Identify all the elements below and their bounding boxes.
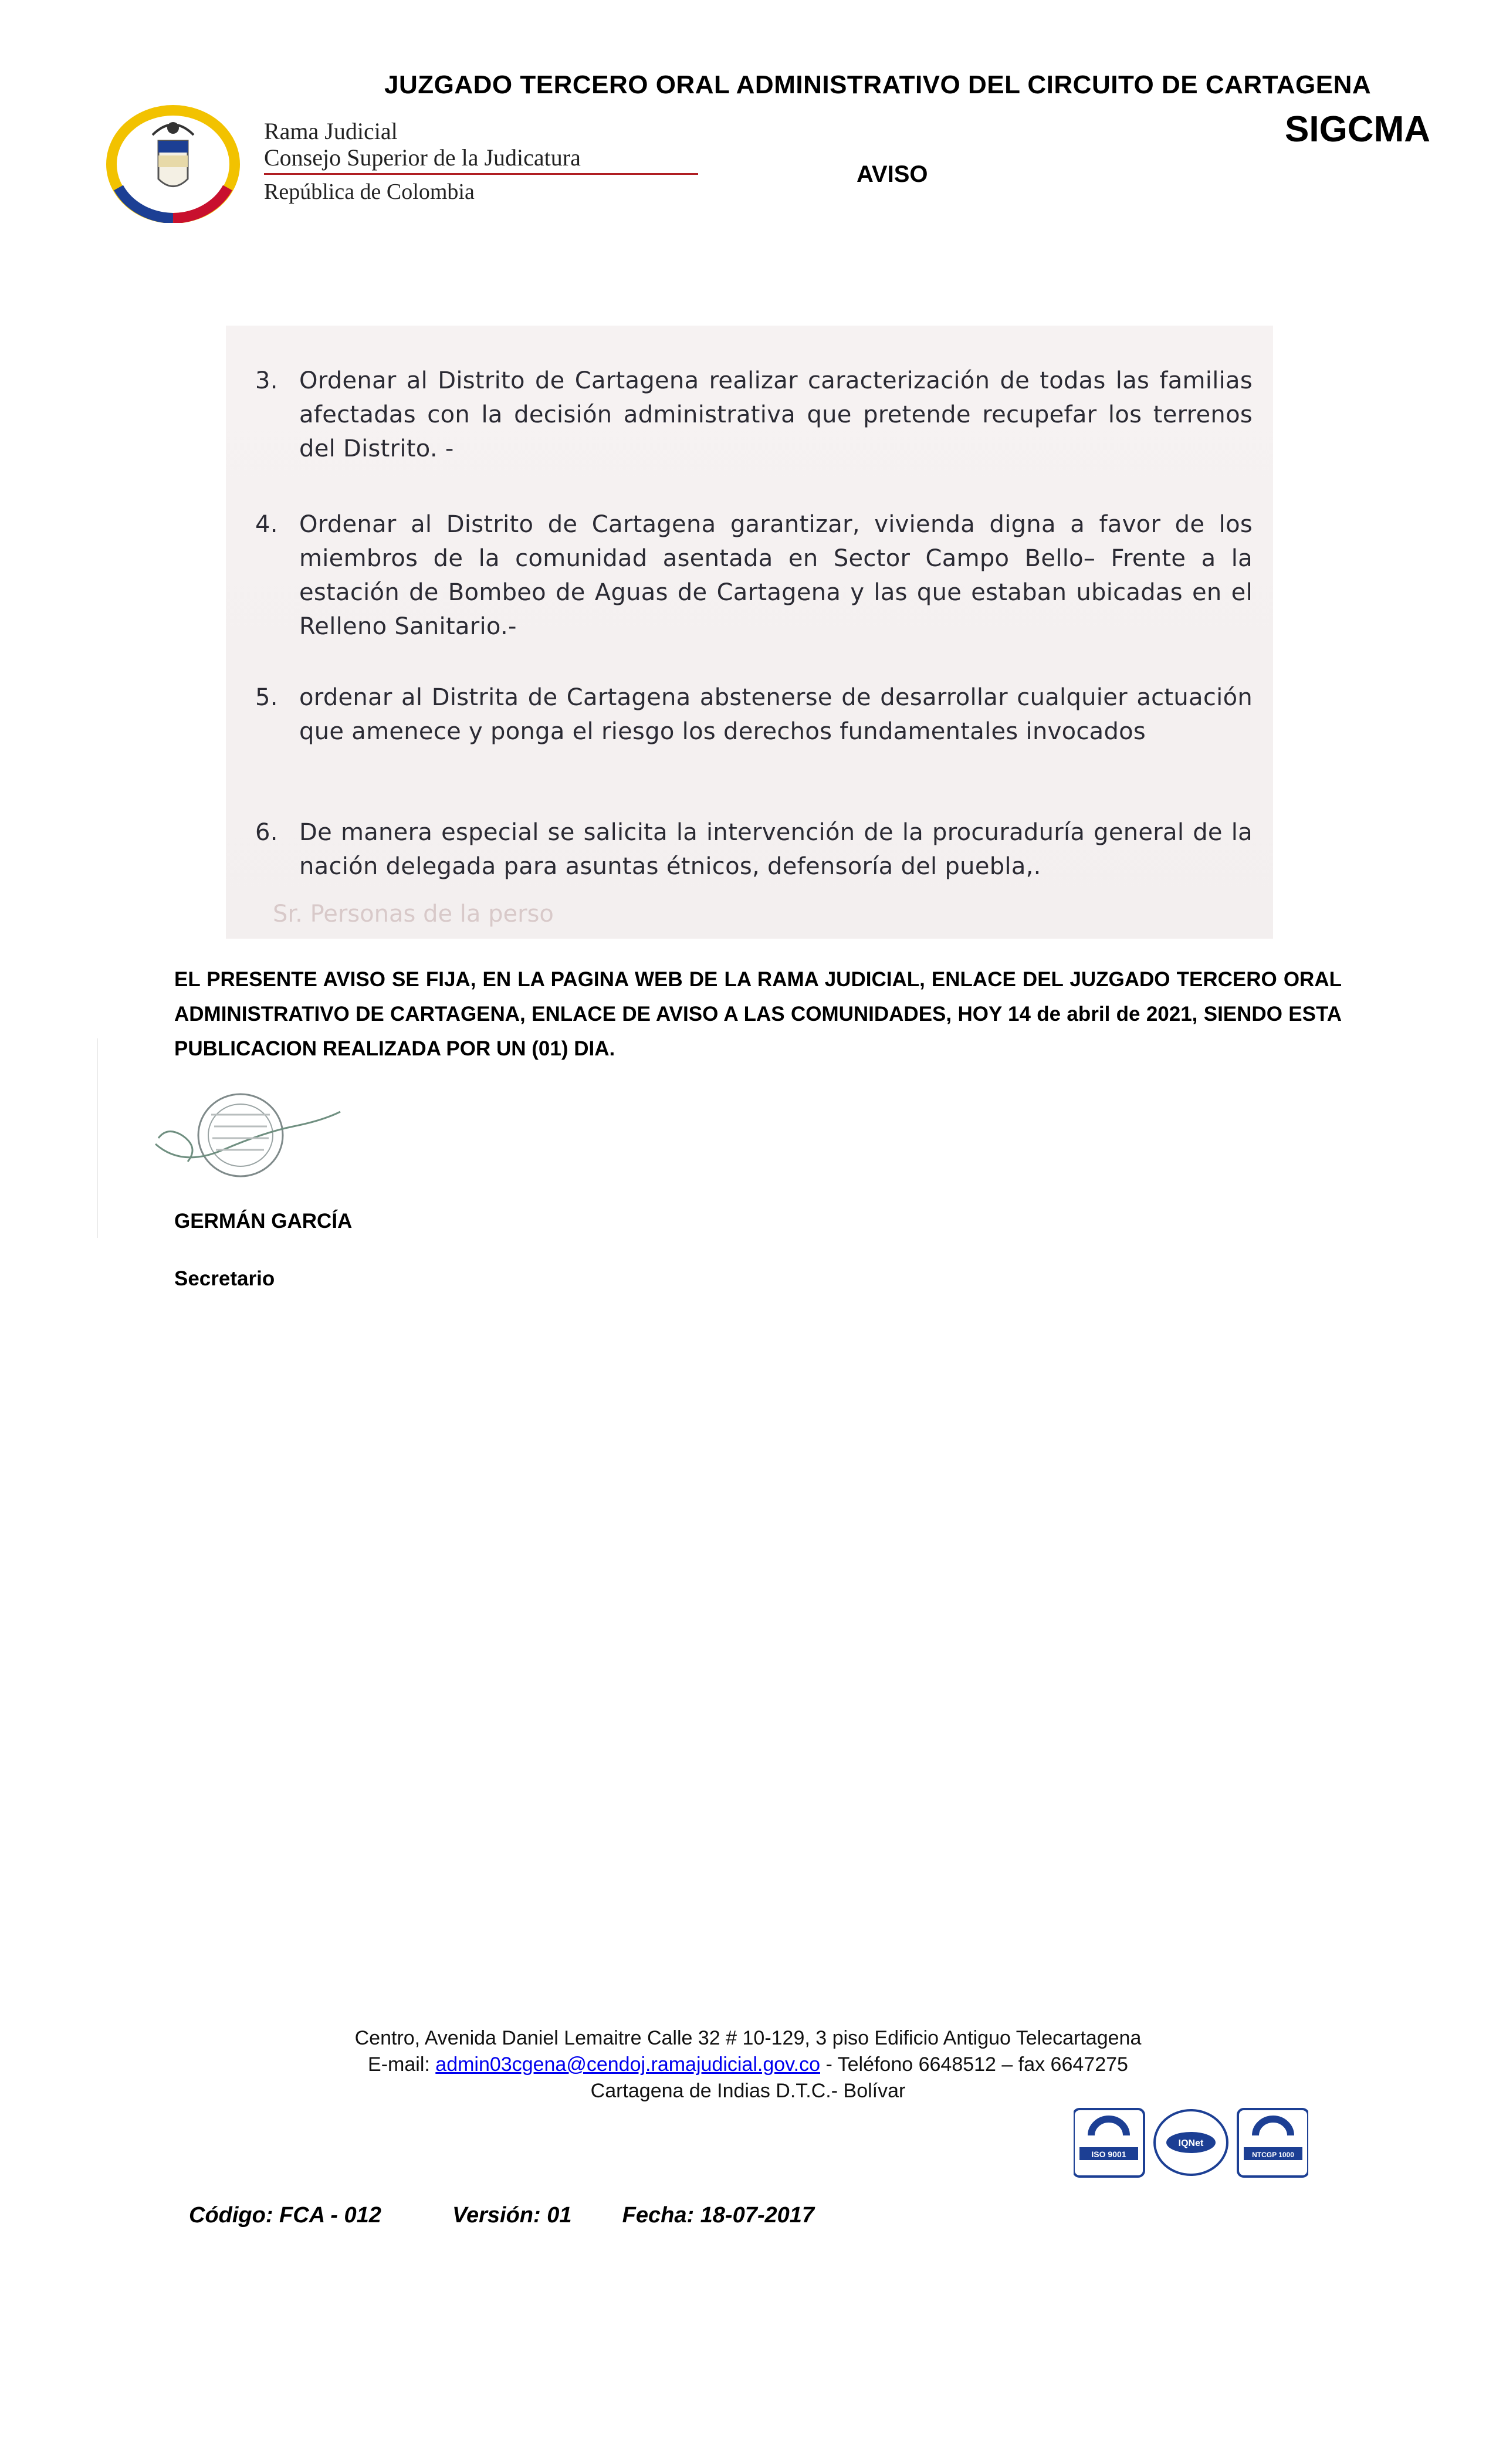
margin-line — [97, 1038, 98, 1238]
court-title: JUZGADO TERCERO ORAL ADMINISTRATIVO DEL CIRCUITO DE CARTAGENA — [384, 70, 1372, 99]
email-label: E-mail: — [368, 2053, 436, 2076]
cert-ntcgp: NTCGP 1000 — [1252, 2151, 1294, 2159]
footer-city: Cartagena de Indias D.T.C.- Bolívar — [590, 2080, 906, 2102]
list-item — [255, 815, 1253, 884]
cert-iqnet: IQNet — [1178, 2138, 1204, 2148]
list-item — [255, 681, 1253, 749]
rama-judicial-logo — [106, 100, 610, 217]
item-text: Ordenar al Distrito de Cartagena realizar caracterización de todas las familias afectadas con la decisión administrativa que pretende recupefar los terrenos del Distrito. - — [299, 367, 1253, 462]
logo-line-3: República de Colombia — [264, 180, 475, 204]
item-number: 6. — [255, 819, 278, 846]
item-text: De manera especial se salicita la intervención de la procuraduría general de la nación delegada para asuntas étnicos, defensoría del puebla,. — [299, 819, 1253, 880]
item-text: ordenar al Distrita de Cartagena abstenerse de desarrollar cualquier actuación que amenece y ponga el riesgo los derechos fundamentales invocados — [299, 684, 1253, 745]
version: Versión: 01 — [452, 2203, 572, 2228]
fecha: Fecha: 18-07-2017 — [622, 2203, 815, 2228]
item-number: 4. — [255, 511, 278, 538]
item-number: 5. — [255, 684, 278, 711]
colombia-seal-icon — [106, 100, 241, 223]
ntcgp-1000-icon — [1238, 2109, 1308, 2177]
codigo: Código: FCA - 012 — [189, 2203, 381, 2228]
certification-logos — [1074, 2106, 1308, 2182]
list-item — [255, 507, 1253, 644]
cert-iso: ISO 9001 — [1091, 2150, 1126, 2159]
scanned-excerpt — [226, 326, 1273, 939]
footer-address: Centro, Avenida Daniel Lemaitre Calle 32 # 10-129, 3 piso Edificio Antiguo Telecartagena — [354, 2027, 1142, 2049]
notice-text: EL PRESENTE AVISO SE FIJA, EN LA PAGINA WEB DE LA RAMA JUDICIAL, ENLACE DEL JUZGADO TERCERO ORAL ADMINISTRATIVO DE CARTAGENA, ENLACE DE AVISO A LAS COMUNIDADES, HOY 14 de abril de 2021, SIENDO ESTA PUBLICACION REALIZADA POR UN (01) DIA. — [174, 968, 1342, 1060]
item-text: Ordenar al Distrito de Cartagena garantizar, vivienda digna a favor de los miembros de la comunidad asentada en Sector Campo Bello– Frente a la estación de Bombeo de Aguas de Cartagena y las que estaban ubicadas en el Relleno Sanitario.- — [299, 511, 1253, 640]
faded-text: Sr. Personas de la perso — [273, 901, 554, 928]
logo-line-1: Rama Judicial — [264, 118, 398, 144]
signature-stamp-icon — [147, 1079, 358, 1197]
iso-9001-icon — [1074, 2109, 1144, 2177]
email-link[interactable]: admin03cgena@cendoj.ramajudicial.gov.co — [435, 2053, 820, 2076]
iqnet-icon — [1155, 2110, 1227, 2175]
phone-fax: - Teléfono 6648512 – fax 6647275 — [820, 2053, 1128, 2076]
system-name: SIGCMA — [1285, 109, 1430, 150]
document-codes — [189, 2203, 814, 2228]
logo-line-2: Consejo Superior de la Judicatura — [264, 144, 581, 171]
signatory-role: Secretario — [174, 1267, 275, 1290]
list-item — [255, 364, 1253, 466]
logo-rule — [264, 173, 698, 175]
item-number: 3. — [255, 367, 278, 394]
footer-contact — [0, 2053, 1496, 2076]
document-type: AVISO — [857, 161, 928, 187]
signatory-name: GERMÁN GARCÍA — [174, 1210, 353, 1233]
